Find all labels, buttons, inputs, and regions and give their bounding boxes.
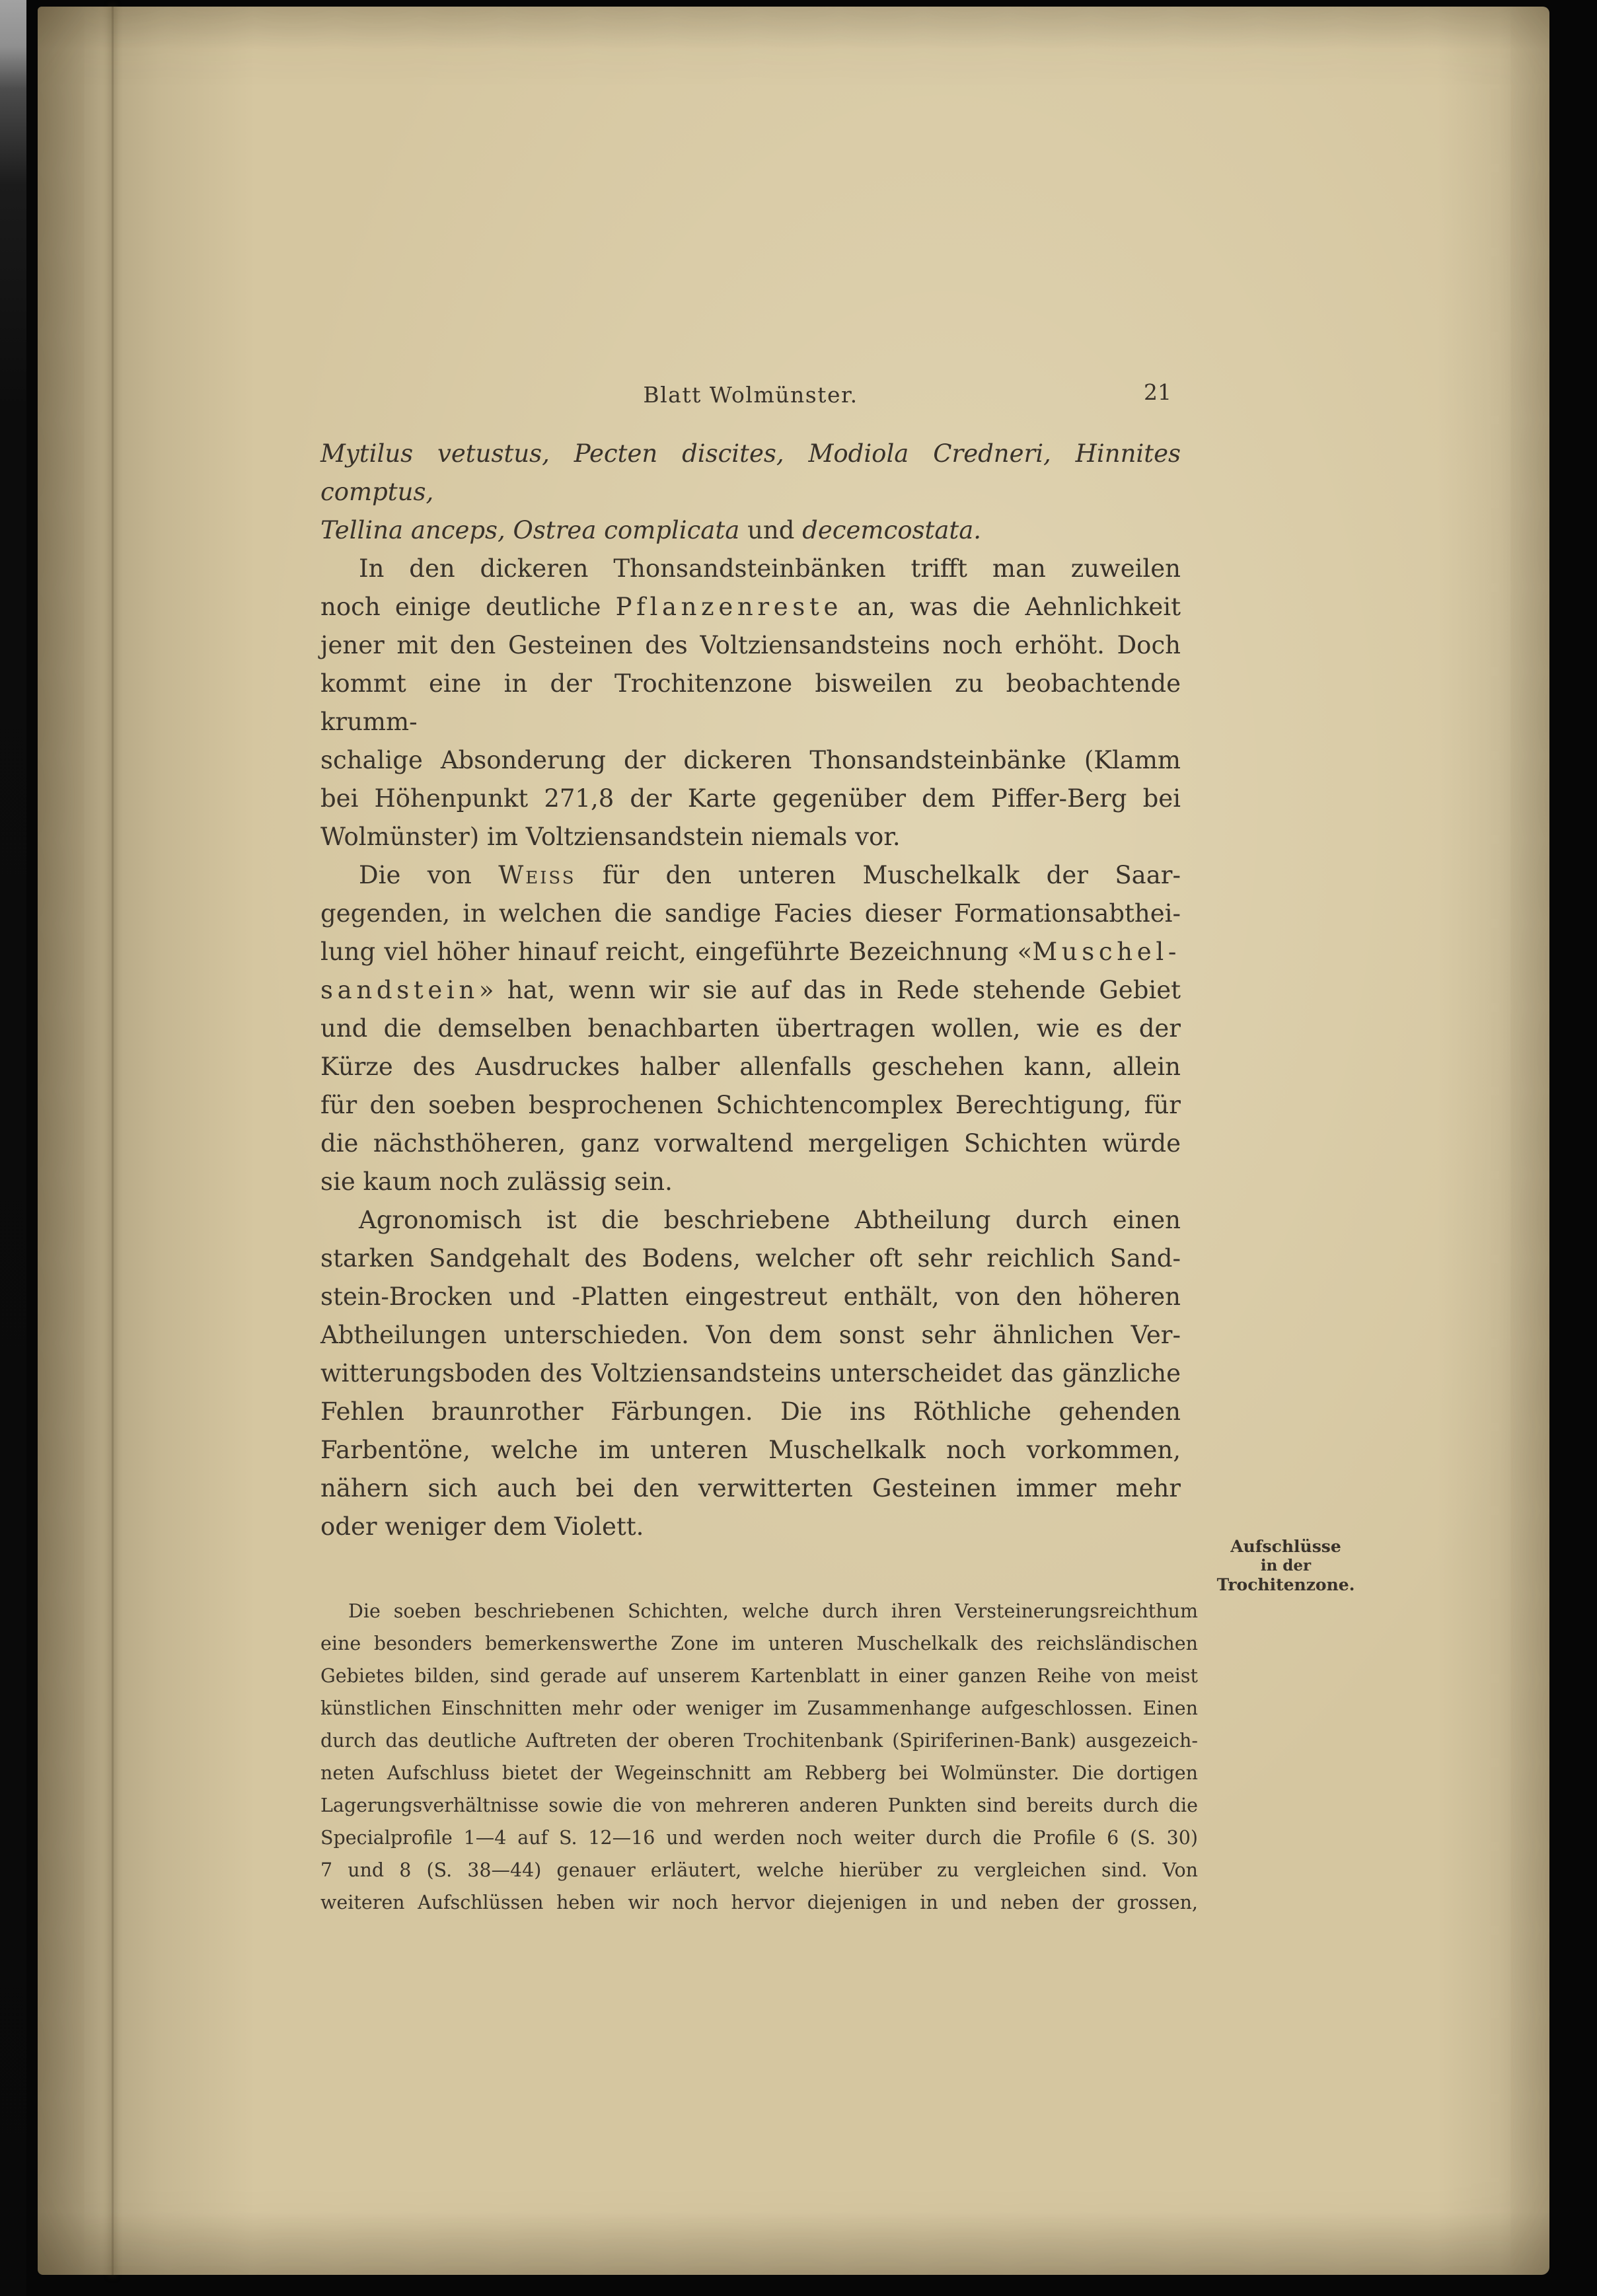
paragraph-thonsandsteinbaenke [320, 550, 1181, 856]
margin-note-line: Trochitenzone. [1216, 1575, 1355, 1594]
text-line: Gebietes bilden, sind gerade auf unserem Kartenblatt in einer ganzen Reihe von meist [320, 1665, 1198, 1687]
scanner-edge-strip [0, 0, 26, 2296]
paragraph-muschelsandstein [320, 856, 1181, 1201]
text-line: Die von Weiss für den unteren Muschelkalk der Saar- [359, 861, 1181, 889]
text-line: Tellina anceps, Ostrea complicata und decemcostata. [320, 516, 982, 544]
text-line: sandstein» hat, wenn wir sie auf das in Rede stehende Gebiet [320, 976, 1181, 1004]
text-line: und die demselben benachbarten übertragen wollen, wie es der [320, 1014, 1181, 1043]
paragraph-aufschluesse-kleindruck [320, 1595, 1198, 1919]
text-line: 7 und 8 (S. 38—44) genauer erläutert, welche hierüber zu vergleichen sind. Von [320, 1859, 1198, 1881]
text-line: Farbentöne, welche im unteren Muschelkalk noch vorkommen, [320, 1436, 1181, 1464]
text-block [320, 435, 1198, 1919]
text-line: durch das deutliche Auftreten der oberen Trochitenbank (Spiriferinen-Bank) ausgezeich- [320, 1730, 1198, 1752]
page-number: 21 [1144, 379, 1171, 405]
text-line: Fehlen braunrother Färbungen. Die ins Röthliche gehenden [320, 1397, 1181, 1426]
text-line: starken Sandgehalt des Bodens, welcher oft sehr reichlich Sand- [320, 1244, 1181, 1273]
paragraph-agronomisch [320, 1201, 1181, 1546]
text-line: jener mit den Gesteinen des Voltziensandsteins noch erhöht. Doch [320, 631, 1181, 659]
text-line: Kürze des Ausdruckes halber allenfalls geschehen kann, allein [320, 1053, 1181, 1081]
margin-note-line: in der [1260, 1557, 1312, 1574]
page-gutter-crease [112, 7, 114, 2275]
text-line: witterungsboden des Voltziensandsteins unterscheidet das gänzliche [320, 1359, 1181, 1388]
text-line: In den dickeren Thonsandsteinbänken trifft man zuweilen [359, 554, 1181, 583]
text-line: eine besonders bemerkenswerthe Zone im unteren Muschelkalk des reichsländischen [320, 1633, 1198, 1654]
text-line: gegenden, in welchen die sandige Facies dieser Formationsabthei- [320, 899, 1181, 928]
text-line: noch einige deutliche Pflanzenreste an, was die Aehnlichkeit [320, 593, 1181, 621]
text-line: Die soeben beschriebenen Schichten, welche durch ihren Versteinerungsreichthum [348, 1600, 1198, 1622]
text-line: weiteren Aufschlüssen heben wir noch hervor diejenigen in und neben der grossen, [320, 1892, 1198, 1913]
text-line: schalige Absonderung der dickeren Thonsandsteinbänke (Klamm [320, 746, 1181, 774]
text-line: Abtheilungen unterschieden. Von dem sonst sehr ähnlichen Ver- [320, 1321, 1181, 1349]
text-line: lung viel höher hinauf reicht, eingeführte Bezeichnung «Muschel- [320, 938, 1181, 966]
text-line: Lagerungsverhältnisse sowie die von mehreren anderen Punkten sind bereits durch die [320, 1795, 1198, 1816]
page-header-title: Blatt Wolmünster. [643, 382, 858, 408]
text-line: bei Höhenpunkt 271,8 der Karte gegenüber dem Piffer-Berg bei [320, 784, 1181, 813]
text-line: neten Aufschluss bietet der Wegeinschnitt am Rebberg bei Wolmünster. Die dortigen [320, 1762, 1198, 1784]
running-head [320, 379, 1181, 414]
text-line: oder weniger dem Violett. [320, 1512, 644, 1541]
book-page [38, 7, 1549, 2275]
text-line: kommt eine in der Trochitenzone bisweilen zu beobachtende krumm- [320, 669, 1181, 736]
text-line: für den soeben besprochenen Schichtencomplex Berechtigung, für [320, 1091, 1181, 1119]
paragraph-fossil-species [320, 435, 1181, 550]
margin-note [1208, 1537, 1363, 1594]
text-line: Specialprofile 1—4 auf S. 12—16 und werden noch weiter durch die Profile 6 (S. 30) [320, 1827, 1198, 1849]
text-line: nähern sich auch bei den verwitterten Gesteinen immer mehr [320, 1474, 1181, 1502]
text-line: stein-Brocken und -Platten eingestreut enthält, von den höheren [320, 1282, 1181, 1311]
margin-note-line: Aufschlüsse [1230, 1537, 1341, 1556]
text-line: Wolmünster) im Voltziensandstein niemals vor. [320, 823, 901, 851]
text-line: sie kaum noch zulässig sein. [320, 1167, 673, 1196]
text-line: Mytilus vetustus, Pecten discites, Modiola Credneri, Hinnites comptus, [320, 439, 1181, 506]
text-line: Agronomisch ist die beschriebene Abtheilung durch einen [359, 1206, 1181, 1234]
text-line: künstlichen Einschnitten mehr oder weniger im Zusammenhange aufgeschlossen. Einen [320, 1697, 1198, 1719]
text-line: die nächsthöheren, ganz vorwaltend mergeligen Schichten würde [320, 1129, 1181, 1158]
